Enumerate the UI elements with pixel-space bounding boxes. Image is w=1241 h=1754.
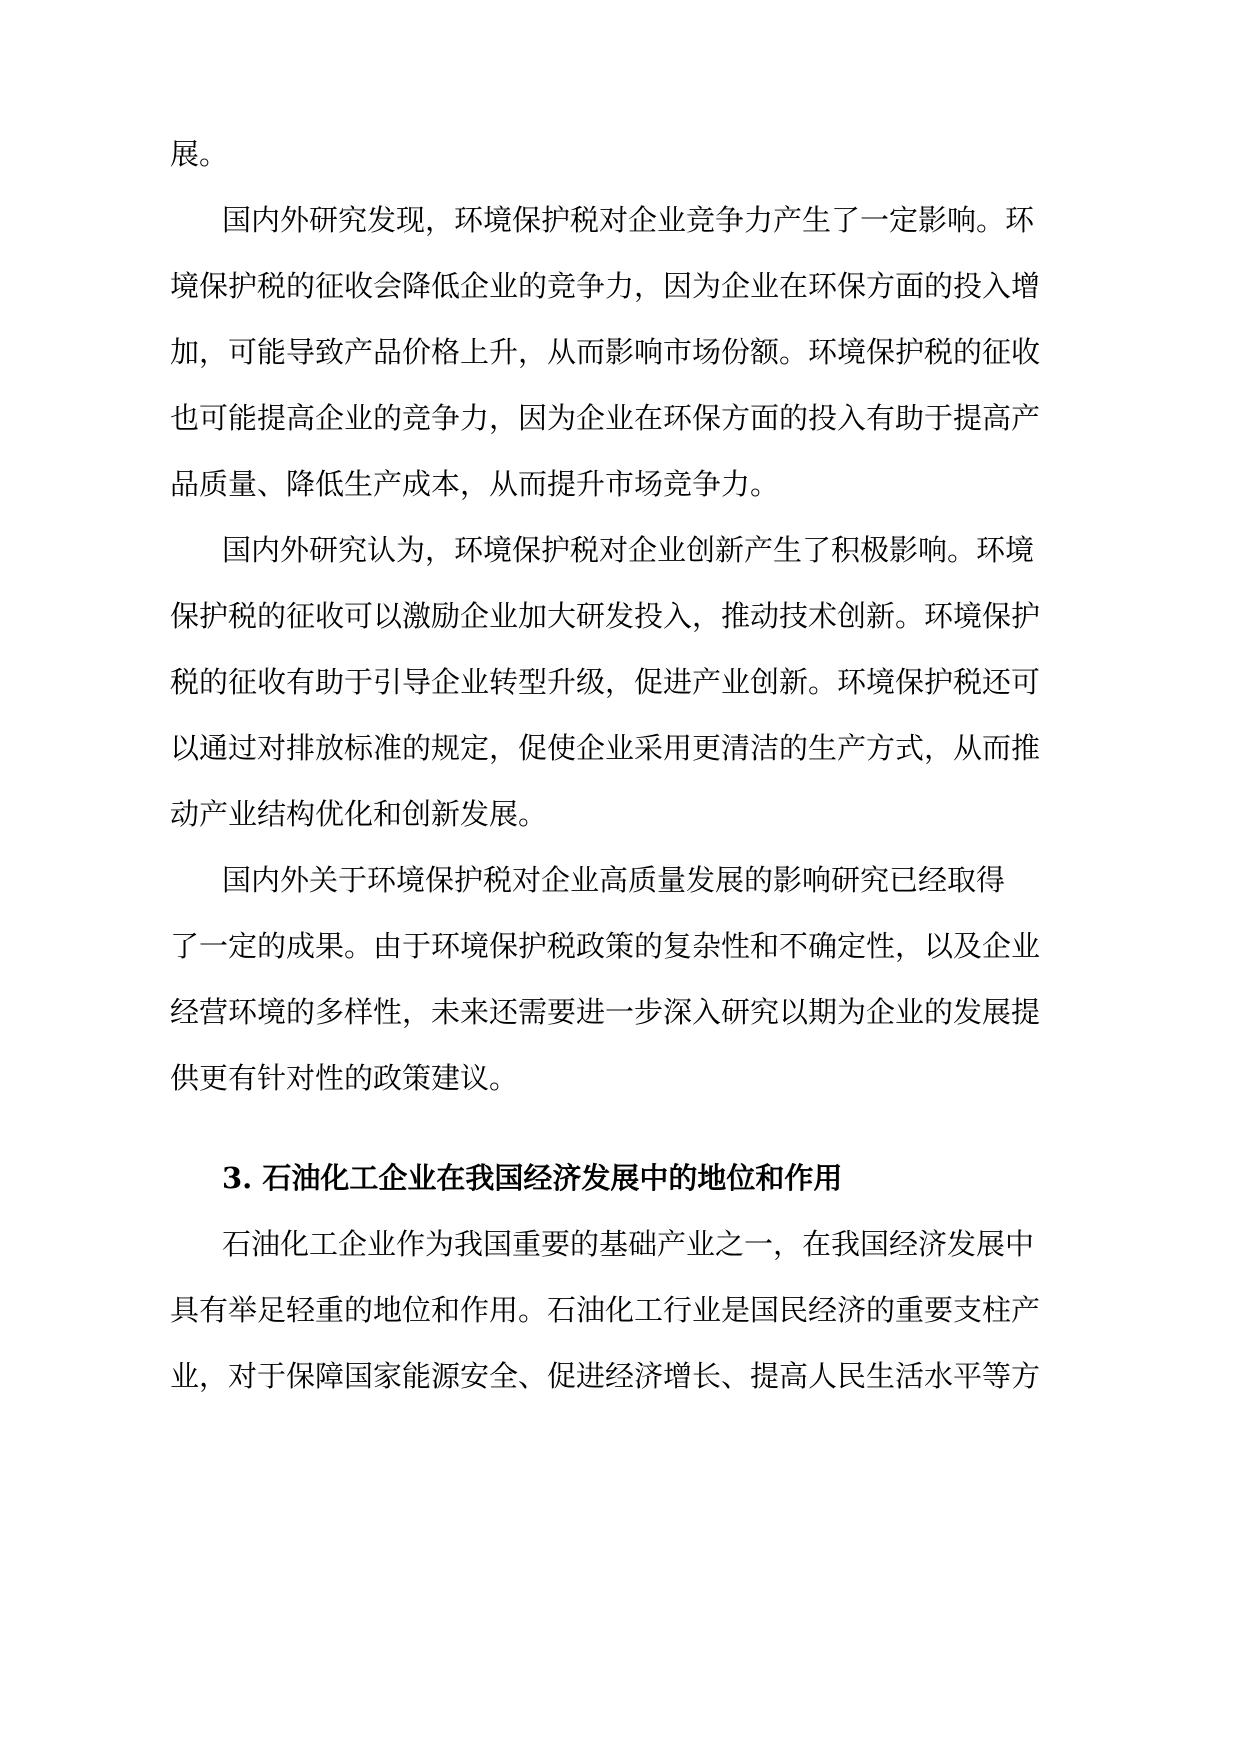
text-line: 加，可能导致产品价格上升，从而影响市场份额。环境保护税的征收 [170,335,1041,369]
text-line: 经营环境的多样性，未来还需要进一步深入研究以期为企业的发展提 [170,995,1041,1029]
text-line: 品质量、降低生产成本，从而提升市场竞争力。 [170,467,780,501]
paragraph-line: 国内外关于环境保护税对企业高质量发展的影响研究已经取得 [222,863,1006,897]
text-line: 供更有针对性的政策建议。 [170,1061,519,1095]
text-line: 展。 [170,137,229,171]
text-line: 境保护税的征收会降低企业的竞争力，因为企业在环保方面的投入增 [170,269,1041,303]
text-line: 以通过对排放标准的规定，促使企业采用更清洁的生产方式，从而推 [170,731,1041,765]
text-line: 业，对于保障国家能源安全、促进经济增长、提高人民生活水平等方 [170,1359,1041,1393]
paragraph-line: 国内外研究发现，环境保护税对企业竞争力产生了一定影响。环 [222,203,1035,237]
section-heading: 3. 石油化工企业在我国经济发展中的地位和作用 [222,1161,843,1195]
text-line: 具有举足轻重的地位和作用。石油化工行业是国民经济的重要支柱产 [170,1293,1041,1327]
paragraph-line: 国内外研究认为，环境保护税对企业创新产生了积极影响。环境 [222,533,1035,567]
text-line: 动产业结构优化和创新发展。 [170,797,548,831]
text-line: 也可能提高企业的竞争力，因为企业在环保方面的投入有助于提高产 [170,401,1041,435]
text-line: 保护税的征收可以激励企业加大研发投入，推动技术创新。环境保护 [170,599,1041,633]
text-line: 了一定的成果。由于环境保护税政策的复杂性和不确定性，以及企业 [170,929,1041,963]
paragraph-line: 石油化工企业作为我国重要的基础产业之一，在我国经济发展中 [222,1227,1035,1261]
text-line: 税的征收有助于引导企业转型升级，促进产业创新。环境保护税还可 [170,665,1041,699]
